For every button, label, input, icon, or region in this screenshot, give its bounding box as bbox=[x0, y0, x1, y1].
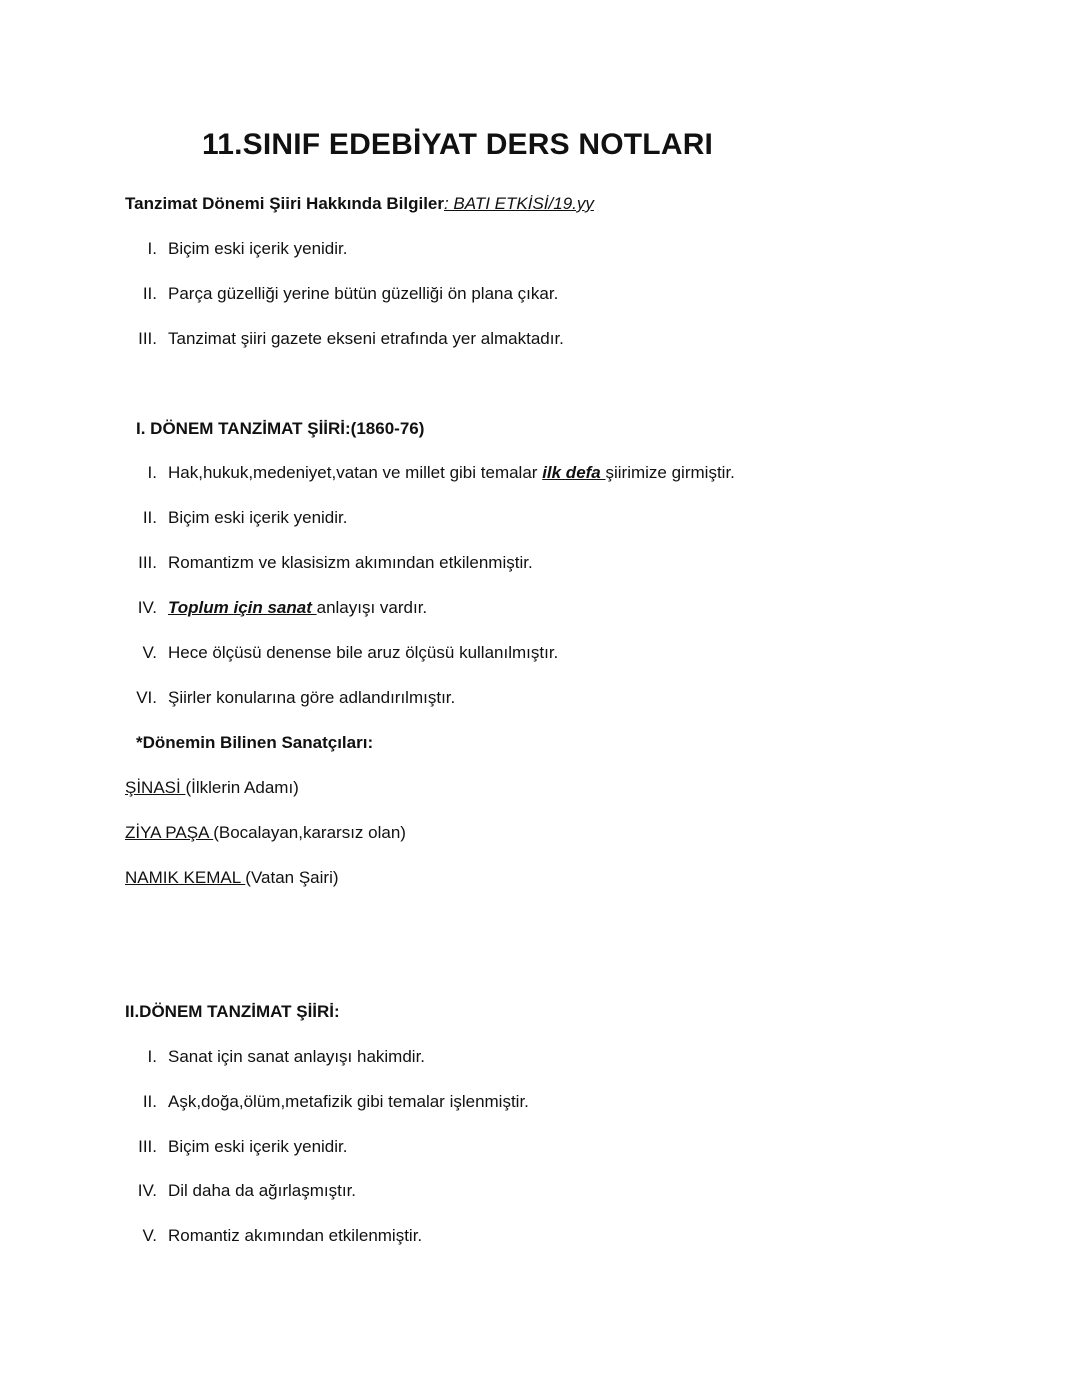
artist-line bbox=[125, 868, 339, 888]
list-item bbox=[125, 598, 427, 618]
list-number: I. bbox=[147, 463, 157, 482]
artist-line bbox=[125, 778, 299, 798]
list-text: Aşk,doğa,ölüm,metafizik gibi temalar işlenmiştir. bbox=[168, 1092, 529, 1111]
list-number: II. bbox=[142, 284, 157, 303]
list-number: III. bbox=[138, 553, 157, 572]
list-text: Tanzimat şiiri gazete ekseni etrafında yer almaktadır. bbox=[168, 329, 564, 348]
intro-line bbox=[125, 194, 594, 214]
list-item bbox=[125, 1137, 348, 1157]
list-number: V. bbox=[142, 1226, 157, 1245]
artist-name: ZİYA PAŞA bbox=[125, 823, 214, 842]
list-number: I. bbox=[147, 1047, 157, 1066]
list-item bbox=[125, 1226, 422, 1246]
list-item bbox=[125, 284, 558, 304]
list-text-emphasis: ilk defa bbox=[542, 463, 606, 482]
list-text: Şiirler konularına göre adlandırılmıştır. bbox=[168, 688, 456, 707]
list-text: Biçim eski içerik yenidir. bbox=[168, 508, 348, 527]
list-item bbox=[125, 688, 455, 708]
list-number: I. bbox=[147, 239, 157, 258]
artist-description: (İlklerin Adamı) bbox=[185, 778, 299, 797]
list-item bbox=[125, 463, 735, 483]
list-number: III. bbox=[138, 1137, 157, 1156]
list-text: Parça güzelliği yerine bütün güzelliği ön plana çıkar. bbox=[168, 284, 559, 303]
list-text-emphasis: Toplum için sanat bbox=[168, 598, 317, 617]
list-number: II. bbox=[142, 508, 157, 527]
artist-name: NAMIK KEMAL bbox=[125, 868, 246, 887]
list-number: III. bbox=[138, 329, 157, 348]
list-item bbox=[125, 1181, 356, 1201]
list-text: Dil daha da ağırlaşmıştır. bbox=[168, 1181, 357, 1200]
document-title: 11.SINIF EDEBİYAT DERS NOTLARI bbox=[202, 128, 714, 161]
section1-heading: I. DÖNEM TANZİMAT ŞİİRİ:(1860-76) bbox=[136, 419, 425, 438]
list-number: VI. bbox=[136, 688, 157, 707]
list-number: II. bbox=[142, 1092, 157, 1111]
list-text: Biçim eski içerik yenidir. bbox=[168, 1137, 348, 1156]
artist-description: (Vatan Şairi) bbox=[245, 868, 339, 887]
list-item bbox=[125, 1047, 425, 1067]
list-item bbox=[125, 1092, 529, 1112]
list-item bbox=[125, 239, 348, 259]
list-text: Romantiz akımından etkilenmiştir. bbox=[168, 1226, 423, 1245]
list-item bbox=[125, 643, 558, 663]
list-text-after: şiirimize girmiştir. bbox=[605, 463, 735, 482]
list-item bbox=[125, 508, 348, 528]
list-text-after: anlayışı vardır. bbox=[316, 598, 428, 617]
list-item bbox=[125, 329, 564, 349]
list-text: Romantizm ve klasisizm akımından etkilenmiştir. bbox=[168, 553, 533, 572]
list-number: V. bbox=[142, 643, 157, 662]
list-item bbox=[125, 553, 533, 573]
list-text: Sanat için sanat anlayışı hakimdir. bbox=[168, 1047, 426, 1066]
list-number: IV. bbox=[137, 598, 157, 617]
list-text: Hece ölçüsü denense bile aruz ölçüsü kullanılmıştır. bbox=[168, 643, 559, 662]
list-text bbox=[168, 463, 735, 483]
list-text: Biçim eski içerik yenidir. bbox=[168, 239, 348, 258]
list-number: IV. bbox=[137, 1181, 157, 1200]
list-text-before: Hak,hukuk,medeniyet,vatan ve millet gibi temalar bbox=[168, 463, 543, 482]
artist-description: (Bocalayan,kararsız olan) bbox=[213, 823, 406, 842]
section2-heading: II.DÖNEM TANZİMAT ŞİİRİ: bbox=[125, 1002, 340, 1021]
artist-line bbox=[125, 823, 406, 843]
artists-heading: *Dönemin Bilinen Sanatçıları: bbox=[136, 733, 374, 752]
intro-bold: Tanzimat Dönemi Şiiri Hakkında Bilgiler bbox=[125, 194, 444, 213]
list-text bbox=[168, 598, 427, 618]
intro-underlined: : BATI ETKİSİ/19.yy bbox=[443, 194, 594, 213]
artist-name: ŞİNASİ bbox=[125, 778, 186, 797]
